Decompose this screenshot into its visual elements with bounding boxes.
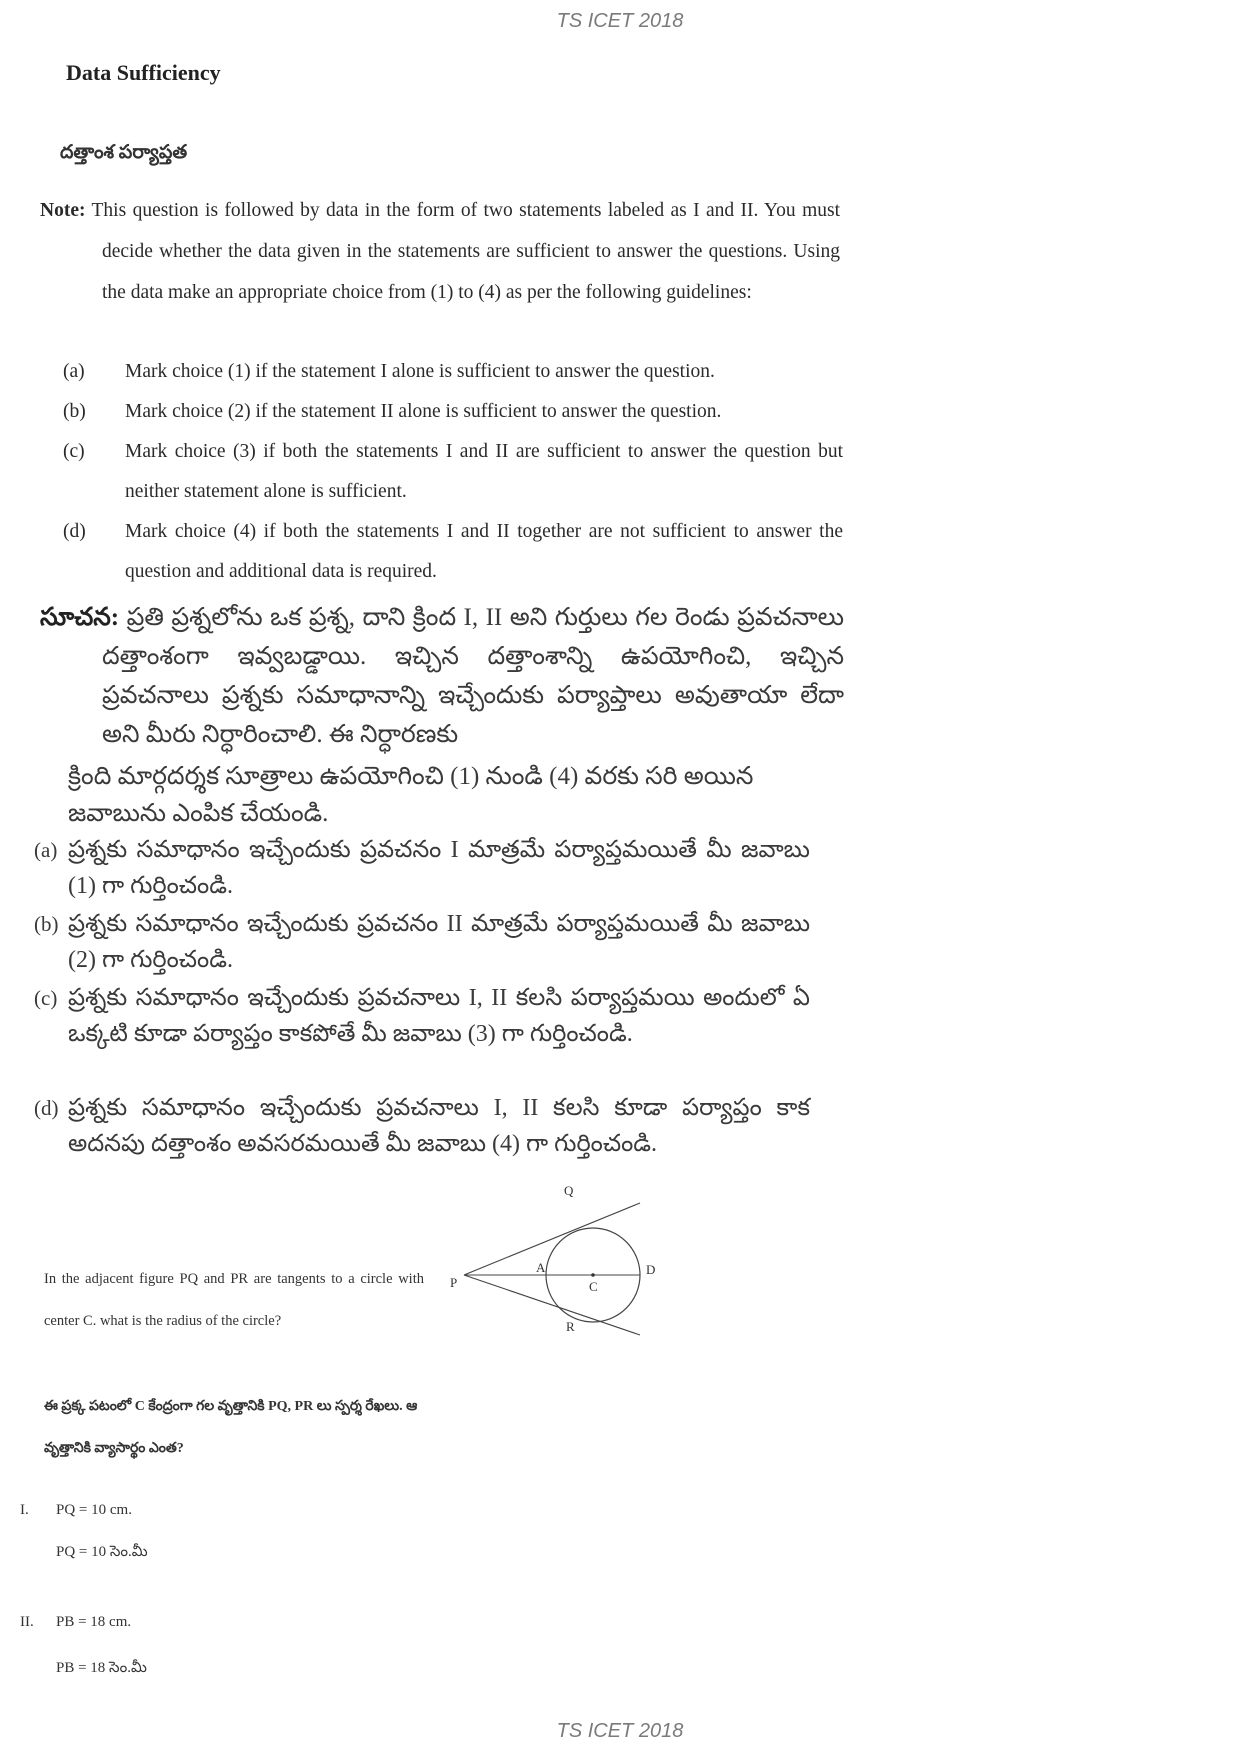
statement-2-number: II. (20, 1614, 34, 1630)
guideline-text: Mark choice (2) if the statement II alone is sufficient to answer the question. (125, 401, 722, 422)
guideline-telugu-c (34, 980, 810, 1052)
guideline-text-telugu: ప్రశ్నకు సమాధానం ఇచ్చేందుకు ప్రవచనాలు I, II కలసి కూడా పర్యాప్తం కాక అదనపు దత్తాంశం అవసరమయితే మీ జవాబు (4) గా గుర్తించండి. (68, 1095, 810, 1157)
statement-2-text: PB = 18 cm. (56, 1614, 132, 1630)
guideline-marker: (a) (63, 361, 85, 382)
guideline-marker: (b) (63, 401, 86, 422)
statement-2-text-telugu: PB = 18 సెం.మీ (56, 1660, 147, 1676)
label-p: P (450, 1275, 458, 1290)
page-header: TS ICET 2018 (556, 10, 684, 32)
guideline-marker: (a) (34, 838, 58, 862)
tangent-pq (464, 1203, 640, 1275)
statement-1-text-telugu: PQ = 10 సెం.మీ (56, 1544, 148, 1560)
guideline-marker: (c) (63, 441, 85, 462)
note-block (40, 190, 840, 313)
section-title: Data Sufficiency (66, 60, 221, 85)
note-continuation-telugu: క్రింది మార్గదర్శక సూత్రాలు ఉపయోగించి (1) నుండి (4) వరకు సరి అయిన జవాబును ఎంపిక చేయండి. (68, 763, 754, 827)
guideline-telugu-b (34, 906, 810, 978)
guideline-b (63, 392, 843, 432)
guideline-telugu-a (34, 832, 810, 904)
center-point (591, 1273, 595, 1277)
guideline-text-telugu: ప్రశ్నకు సమాధానం ఇచ్చేందుకు ప్రవచనం I మాత్రమే పర్యాప్తమయితే మీ జవాబు (1) గా గుర్తించండి. (68, 837, 810, 899)
guideline-c (63, 432, 843, 512)
guideline-a (63, 352, 843, 392)
question-text: In the adjacent figure PQ and PR are tangents to a circle with center C. what is the radius of the circle? (44, 1271, 424, 1329)
guideline-marker: (d) (63, 521, 86, 542)
label-q: Q (564, 1185, 574, 1198)
note-label: Note: (40, 200, 86, 221)
guideline-text-telugu: ప్రశ్నకు సమాధానం ఇచ్చేందుకు ప్రవచనాలు I, II కలసి పర్యాప్తమయి అందులో ఏ ఒక్కటి కూడా పర్యాప్తం కాకపోతే మీ జవాబు (3) గా గుర్తించండి. (68, 985, 810, 1047)
guideline-d (63, 512, 843, 592)
label-a: A (536, 1260, 546, 1275)
guideline-marker: (b) (34, 912, 59, 936)
note-text-telugu: ప్రతి ప్రశ్నలోను ఒక ప్రశ్న, దాని క్రింద I, II అని గుర్తులు గల రెండు ప్రవచనాలు దత్తాంశంగా ఇవ్వబడ్డాయి. ఇచ్చిన దత్తాంశాన్ని ఉపయోగించి, ఇచ్చిన ప్రవచనాలు ప్రశ్నకు సమాధానాన్ని ఇచ్చేందుకు పర్యాప్తాలు అవుతాయా లేదా అని మీరు నిర్ధారించాలి. ఈ నిర్ధారణకు (102, 604, 845, 748)
note-label-telugu: సూచన: (40, 604, 120, 631)
label-d: D (646, 1262, 656, 1277)
guideline-text: Mark choice (1) if the statement I alone is sufficient to answer the question. (125, 361, 715, 382)
page-footer: TS ICET 2018 (556, 1720, 684, 1742)
guideline-text: Mark choice (4) if both the statements I and II together are not sufficient to answer the question and additional data is required. (125, 521, 843, 582)
question-text-telugu: ఈ ప్రక్క పటంలో C కేంద్రంగా గల వృత్తానికి PQ, PR లు స్పర్శ రేఖలు. ఆ వృత్తానికి వ్యాసార్థం ఎంత? (44, 1399, 418, 1456)
note-block-telugu (40, 598, 844, 754)
statement-1-text: PQ = 10 cm. (56, 1502, 132, 1518)
label-c: C (589, 1279, 598, 1294)
statement-1-number: I. (20, 1502, 29, 1518)
note-text: This question is followed by data in the form of two statements labeled as I and II. You must decide whether the data given in the statements are sufficient to answer the questions. Using the data make an appropriate choice from (1) to (4) as per the following guidelines: (91, 200, 840, 303)
tangent-pr (464, 1275, 640, 1335)
guideline-text: Mark choice (3) if both the statements I and II are sufficient to answer the question but neither statement alone is sufficient. (125, 441, 843, 502)
guideline-marker: (c) (34, 986, 58, 1010)
tangent-circle-figure (440, 1185, 680, 1350)
guideline-telugu-d (34, 1090, 810, 1162)
section-title-telugu: దత్తాంశ పర్యాప్తత (60, 142, 188, 163)
guideline-marker: (d) (34, 1096, 59, 1120)
label-r: R (566, 1319, 575, 1334)
guideline-text-telugu: ప్రశ్నకు సమాధానం ఇచ్చేందుకు ప్రవచనం II మాత్రమే పర్యాప్తమయితే మీ జవాబు (2) గా గుర్తించండి. (68, 911, 810, 973)
